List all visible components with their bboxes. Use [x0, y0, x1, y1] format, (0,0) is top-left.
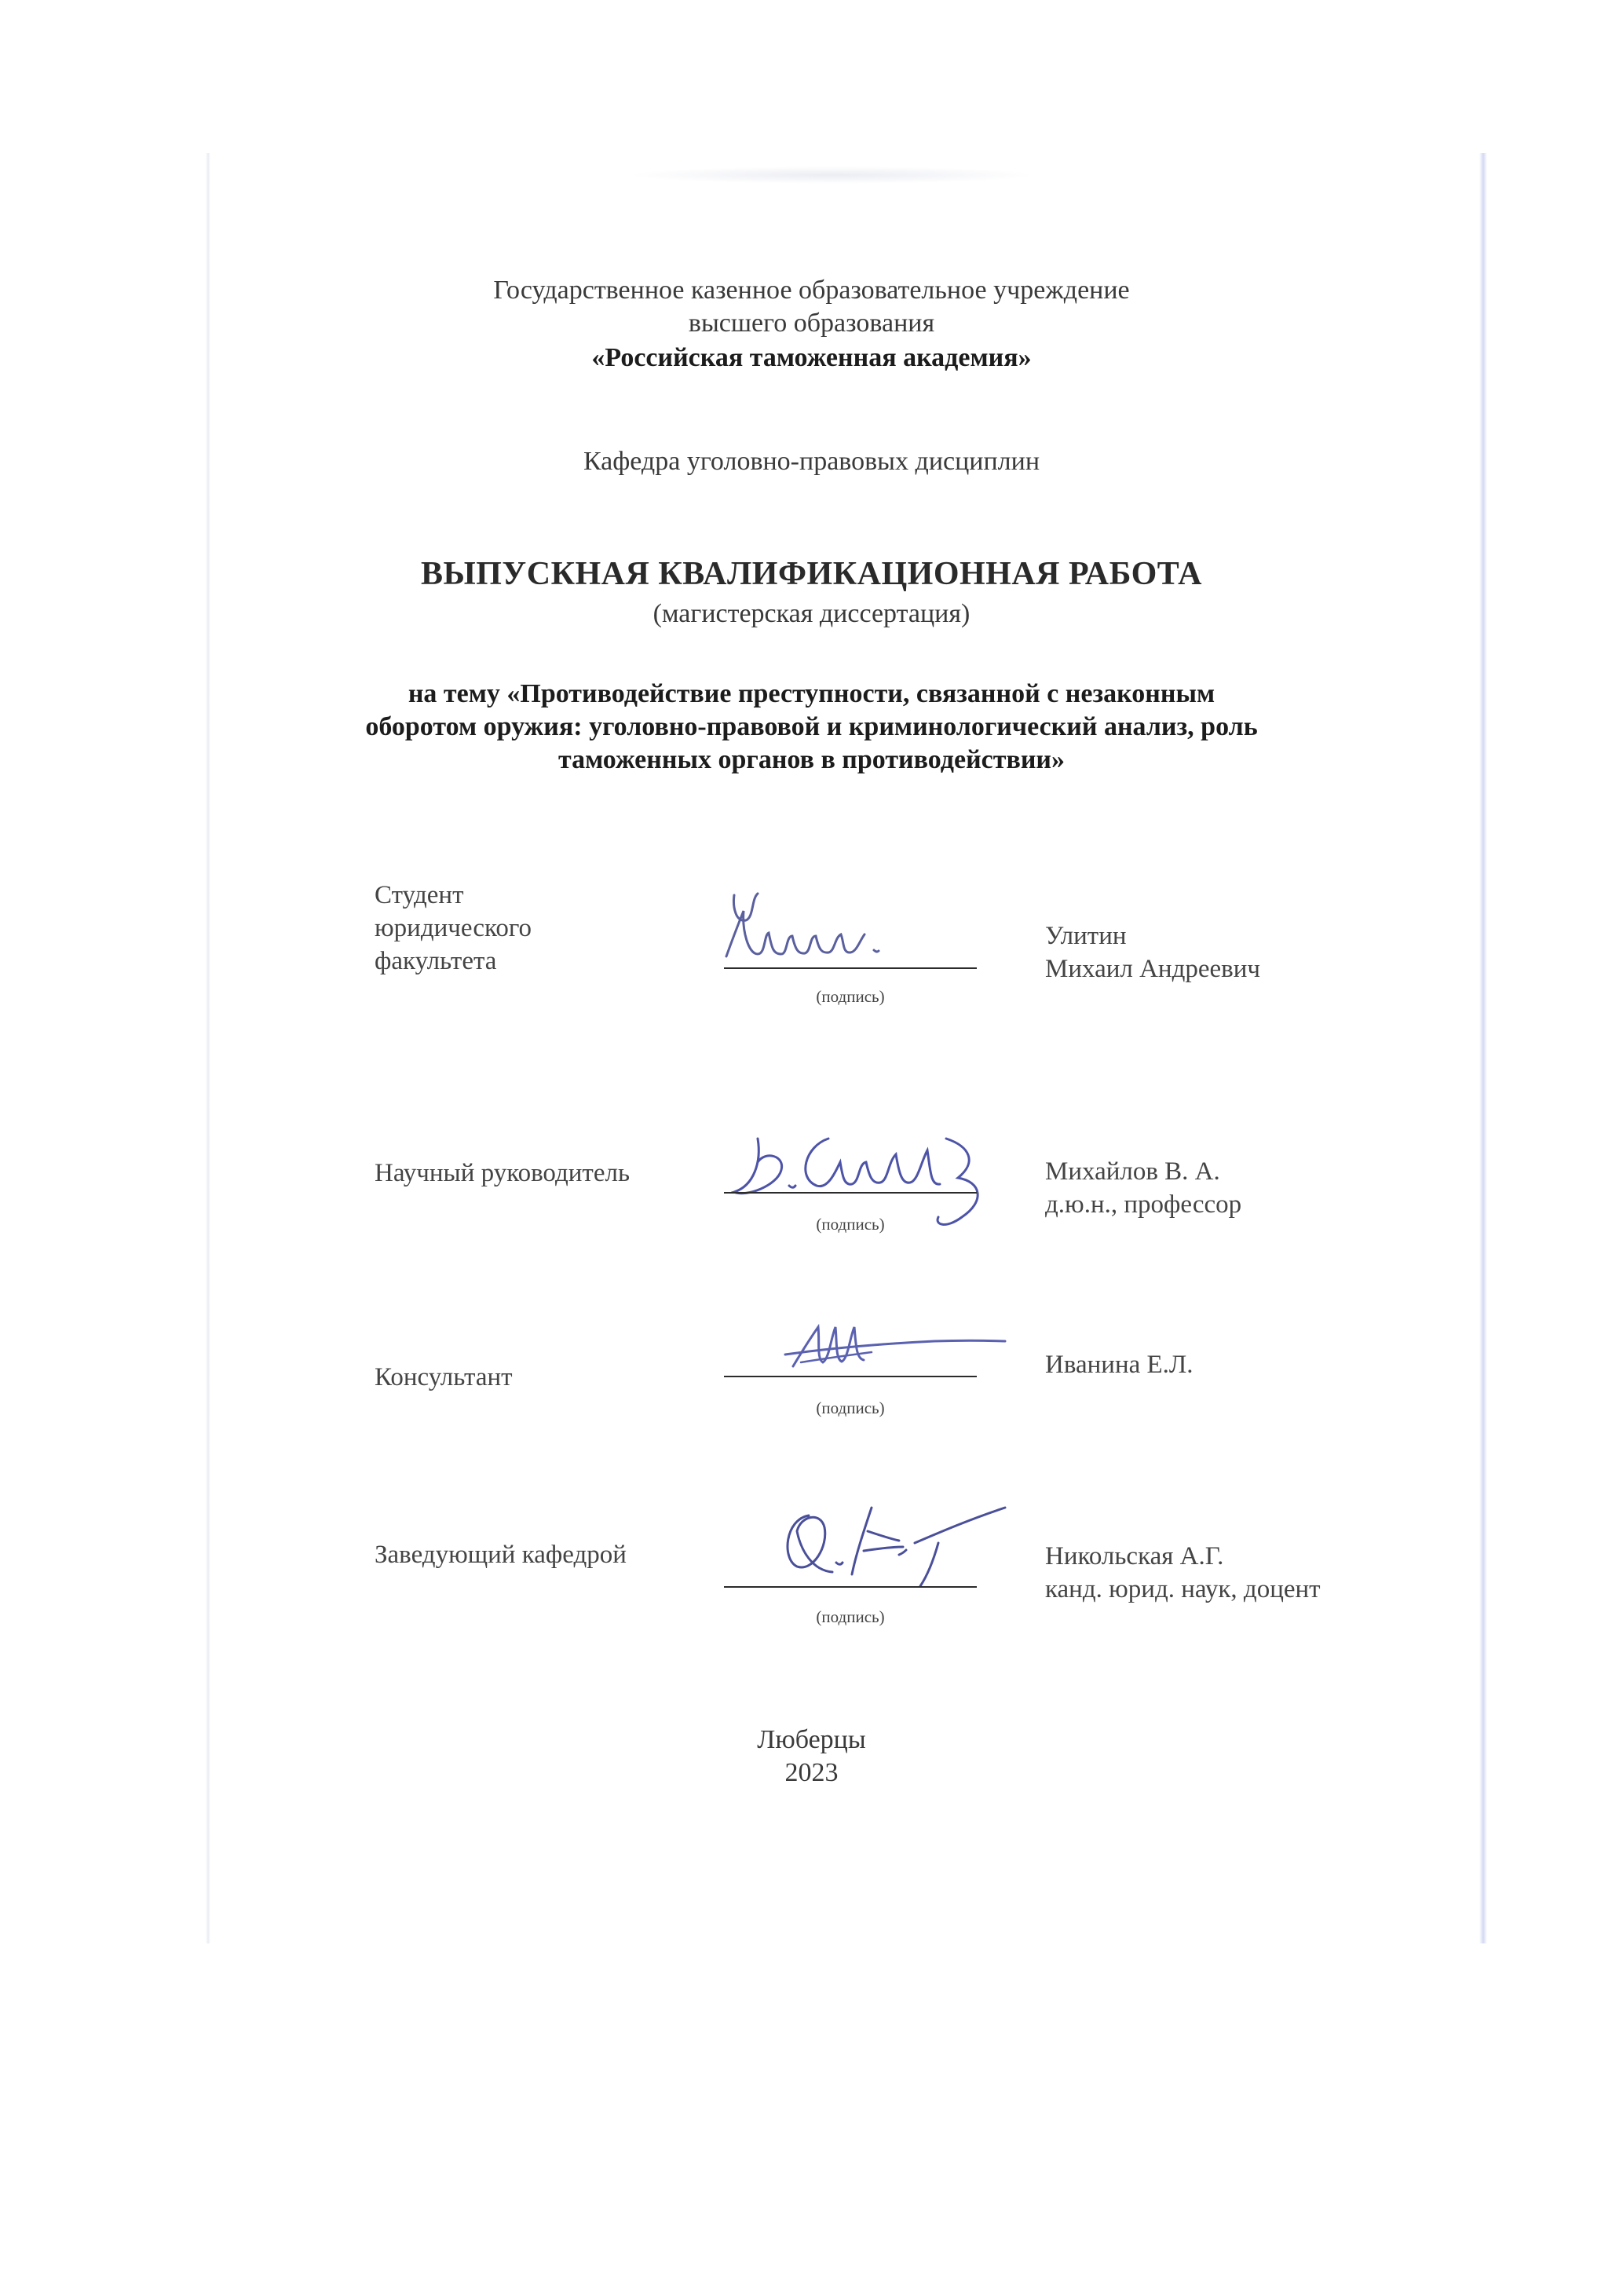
- role-line: Консультант: [375, 1363, 513, 1391]
- person-name: Михайлов В. А.: [1045, 1157, 1220, 1186]
- scan-smudge: [628, 166, 1036, 184]
- work-theme-prefix: на тему: [408, 679, 507, 708]
- work-theme-line-1: [0, 678, 1623, 710]
- head-signature-image: [754, 1484, 1021, 1594]
- work-title: ВЫПУСКНАЯ КВАЛИФИКАЦИОННАЯ РАБОТА: [420, 556, 1203, 592]
- person-title: д.ю.н., профессор: [1045, 1190, 1242, 1219]
- person-name: Никольская А.Г.: [1045, 1542, 1224, 1570]
- signature-line: [724, 1376, 977, 1377]
- work-theme-text-1: «Противодействие преступности, связанной с незаконным: [506, 679, 1215, 708]
- work-subtitle: (магистерская диссертация): [652, 599, 971, 628]
- person-name: Иванина Е.Л.: [1045, 1351, 1193, 1379]
- signature-line: [724, 1192, 977, 1194]
- department-name: Кафедра уголовно-правовых дисциплин: [583, 447, 1040, 476]
- signature-line: [724, 967, 977, 969]
- institution-name: «Российская таможенная академия»: [591, 343, 1032, 372]
- role-line: юридического: [375, 914, 532, 942]
- scan-edge-right: [1479, 153, 1487, 1943]
- signature-caption: (подпись): [816, 987, 885, 1006]
- signature-line: [724, 1586, 977, 1588]
- role-line: Студент: [375, 881, 464, 909]
- institution-level: высшего образования: [688, 309, 935, 338]
- year: 2023: [784, 1758, 839, 1787]
- consultant-signature-image: [777, 1303, 1013, 1382]
- person-name: Улитин: [1045, 922, 1127, 950]
- work-theme-line-2: оборотом оружия: уголовно-правовой и криминологический анализ, роль: [365, 712, 1258, 741]
- role-line: Заведующий кафедрой: [375, 1541, 627, 1569]
- institution-type: Государственное казенное образовательное учреждение: [493, 276, 1130, 305]
- signature-caption: (подпись): [816, 1398, 885, 1417]
- scan-edge-left: [206, 153, 210, 1943]
- signature-caption: (подпись): [816, 1215, 885, 1234]
- work-theme-line-3: таможенных органов в противодействии»: [557, 745, 1066, 774]
- signature-caption: (подпись): [816, 1607, 885, 1626]
- role-line: Научный руководитель: [375, 1159, 631, 1187]
- person-title: канд. юрид. наук, доцент: [1045, 1575, 1321, 1603]
- person-name-line-2: Михаил Андреевич: [1045, 955, 1261, 983]
- student-signature-image: [711, 879, 915, 970]
- city: Люберцы: [757, 1725, 866, 1754]
- role-line: факультета: [375, 947, 497, 975]
